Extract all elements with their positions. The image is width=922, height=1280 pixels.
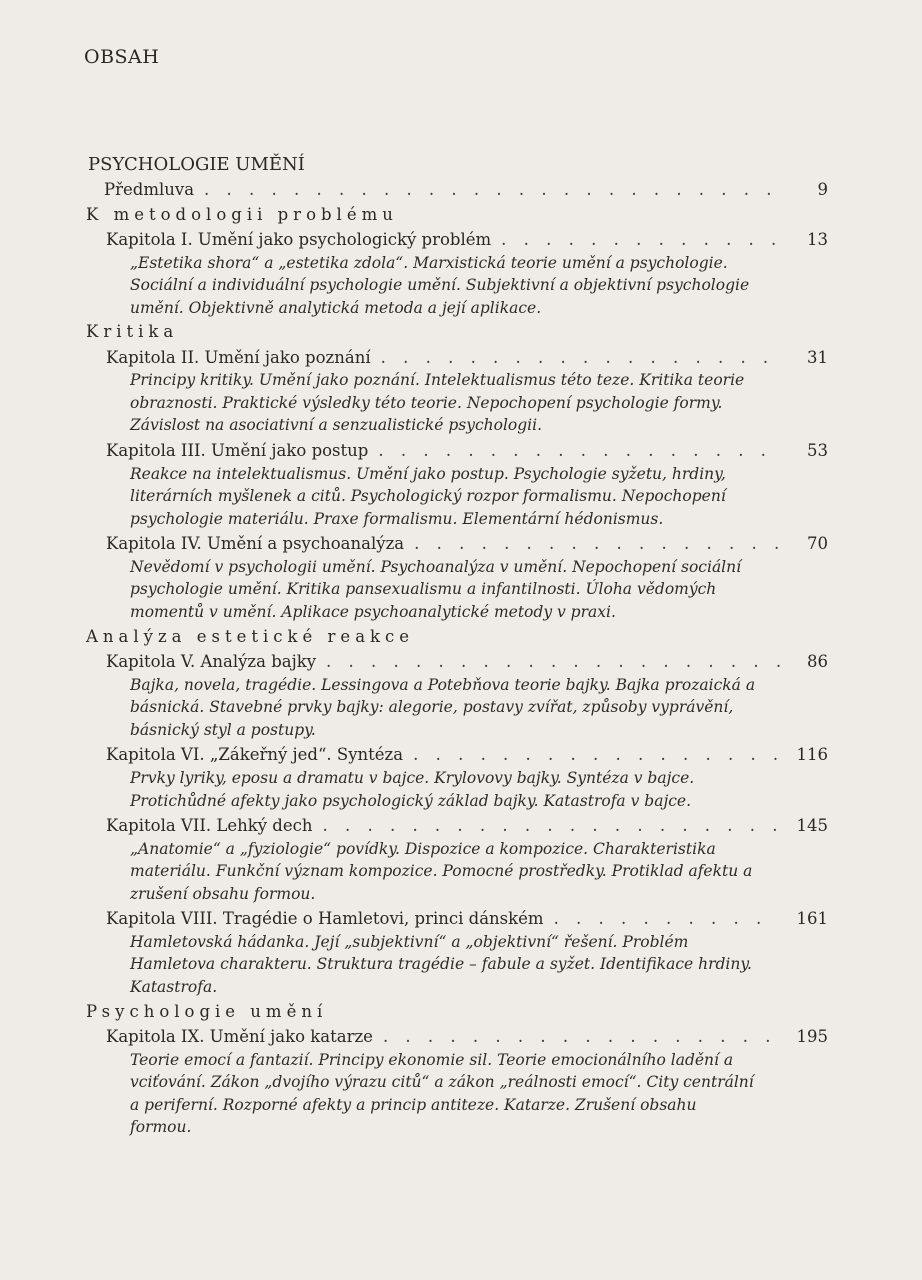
toc-entry[interactable] xyxy=(86,650,828,674)
chapter-description: Teorie emocí a fantazií. Principy ekonomie sil. Teorie emocionálního ladění a vciťování. Zákon „dvojího výrazu citů“ a zákon „reálnosti emocí“. City centrální a periferní. Rozporné afekty a princip antiteze. Katarze. Zrušení obsahu formou. xyxy=(130,1050,754,1137)
toc-parts xyxy=(86,203,828,1140)
book-title: PSYCHOLOGIE UMĚNÍ xyxy=(88,154,305,175)
toc-chapter xyxy=(86,228,828,319)
page-number: 53 xyxy=(807,441,828,461)
toc-chapter xyxy=(86,532,828,623)
chapter-title: Kapitola IX. Umění jako katarze xyxy=(106,1027,373,1047)
toc-chapter xyxy=(86,814,828,905)
toc-entry[interactable] xyxy=(86,907,828,931)
chapter-description: „Anatomie“ a „fyziologie“ povídky. Dispozice a kompozice. Charakteristika materiálu. Funkční význam kompozice. Pomocné prostředky. Protiklad afektu a zrušení obsahu formou. xyxy=(130,839,753,903)
toc-part-title: Psychologie umění xyxy=(86,1001,328,1021)
page-number: 145 xyxy=(796,816,828,836)
toc-chapter xyxy=(86,346,828,437)
chapter-title: Kapitola VII. Lehký dech xyxy=(106,816,313,836)
leader-dots xyxy=(194,178,780,202)
chapter-description: Hamletovská hádanka. Její „subjektivní“ a „objektivní“ řešení. Problém Hamletova charakteru. Struktura tragédie – fabule a syžet. Identifikace hrdiny. Katastrofa. xyxy=(130,932,752,997)
chapter-title: Kapitola II. Umění jako poznání xyxy=(106,347,371,367)
toc-entry[interactable] xyxy=(86,743,828,767)
chapter-title: Kapitola VI. „Zákeřný jed“. Syntéza xyxy=(106,745,404,765)
toc-chapter xyxy=(86,439,828,530)
chapter-title: Kapitola V. Analýza bajky xyxy=(106,652,317,672)
page-number: 195 xyxy=(796,1027,828,1047)
toc-chapter xyxy=(86,1025,828,1139)
leader-dots xyxy=(371,346,780,370)
chapter-description: Reakce na intelektualismus. Umění jako postup. Psychologie syžetu, hrdiny, literárních myšlenek a citů. Psychologický rozpor formalismu. Nepochopení psychologie materiálu. Praxe formalismu. Elementární hédonismus. xyxy=(130,464,726,528)
toc-chapter xyxy=(86,907,828,998)
page-number: 161 xyxy=(796,909,828,929)
chapter-description: Nevědomí v psychologii umění. Psychoanalýza v umění. Nepochopení sociální psychologie umění. Kritika pansexualismu a infantilnosti. Úloha vědomých momentů v umění. Aplikace psychoanalytické metody v praxi. xyxy=(130,557,742,622)
leader-dots xyxy=(316,650,780,674)
toc-entry[interactable] xyxy=(86,532,828,556)
leader-dots xyxy=(312,814,780,838)
toc-entry-preface[interactable] xyxy=(86,178,828,202)
toc-entry[interactable] xyxy=(86,814,828,838)
page-number: 70 xyxy=(807,534,828,554)
page-number: 116 xyxy=(796,745,828,765)
toc-chapter xyxy=(86,650,828,741)
leader-dots xyxy=(404,532,780,556)
chapter-description: Principy kritiky. Umění jako poznání. Intelektualismus této teze. Kritika teorie obraznosti. Praktické výsledky této teorie. Nepochopení psychologie formy. Závislost na asociativní a senzualistické psychologii. xyxy=(130,371,745,435)
page-number: 31 xyxy=(807,347,828,367)
leader-dots xyxy=(491,228,780,252)
page-number: 86 xyxy=(807,652,828,672)
leader-dots xyxy=(368,439,780,463)
chapter-title: Kapitola I. Umění jako psychologický problém xyxy=(106,230,492,249)
chapter-description: „Estetika shora“ a „estetika zdola“. Marxistická teorie umění a psychologie. Sociální a individuální psychologie umění. Subjektivní a objektivní psychologie umění. Objektivně analytická metoda a její aplikace. xyxy=(130,253,750,317)
entry-title: Předmluva xyxy=(104,180,195,199)
page-number: 13 xyxy=(807,230,828,249)
chapter-title: Kapitola VIII. Tragédie o Hamletovi, princi dánském xyxy=(106,909,544,929)
toc-entry[interactable] xyxy=(86,228,828,252)
chapter-description: Prvky lyriky, eposu a dramatu v bajce. Krylovovy bajky. Syntéza v bajce. Protichůdné afekty jako psychologický základ bajky. Katastrofa v bajce. xyxy=(130,768,695,810)
contents-heading: OBSAH xyxy=(84,46,160,68)
leader-dots xyxy=(403,743,780,767)
chapter-title: Kapitola IV. Umění a psychoanalýza xyxy=(106,534,405,554)
toc-part-title: K metodologii problému xyxy=(86,204,398,224)
toc-chapter xyxy=(86,743,828,812)
chapter-title: Kapitola III. Umění jako postup xyxy=(106,441,369,461)
table-of-contents xyxy=(86,178,828,1140)
toc-entry[interactable] xyxy=(86,439,828,463)
toc-part-title: Kritika xyxy=(86,322,179,342)
leader-dots xyxy=(544,907,780,931)
toc-entry[interactable] xyxy=(86,346,828,370)
toc-entry[interactable] xyxy=(86,1025,828,1049)
chapter-description: Bajka, novela, tragédie. Lessingova a Potebňova teorie bajky. Bajka prozaická a básnická. Stavebné prvky bajky: alegorie, postavy zvířat, způsoby vyprávění, básnický styl a postupy. xyxy=(130,675,756,739)
toc-part-title: Analýza estetické reakce xyxy=(86,626,415,646)
leader-dots xyxy=(373,1025,780,1049)
page-number: 9 xyxy=(817,180,828,199)
